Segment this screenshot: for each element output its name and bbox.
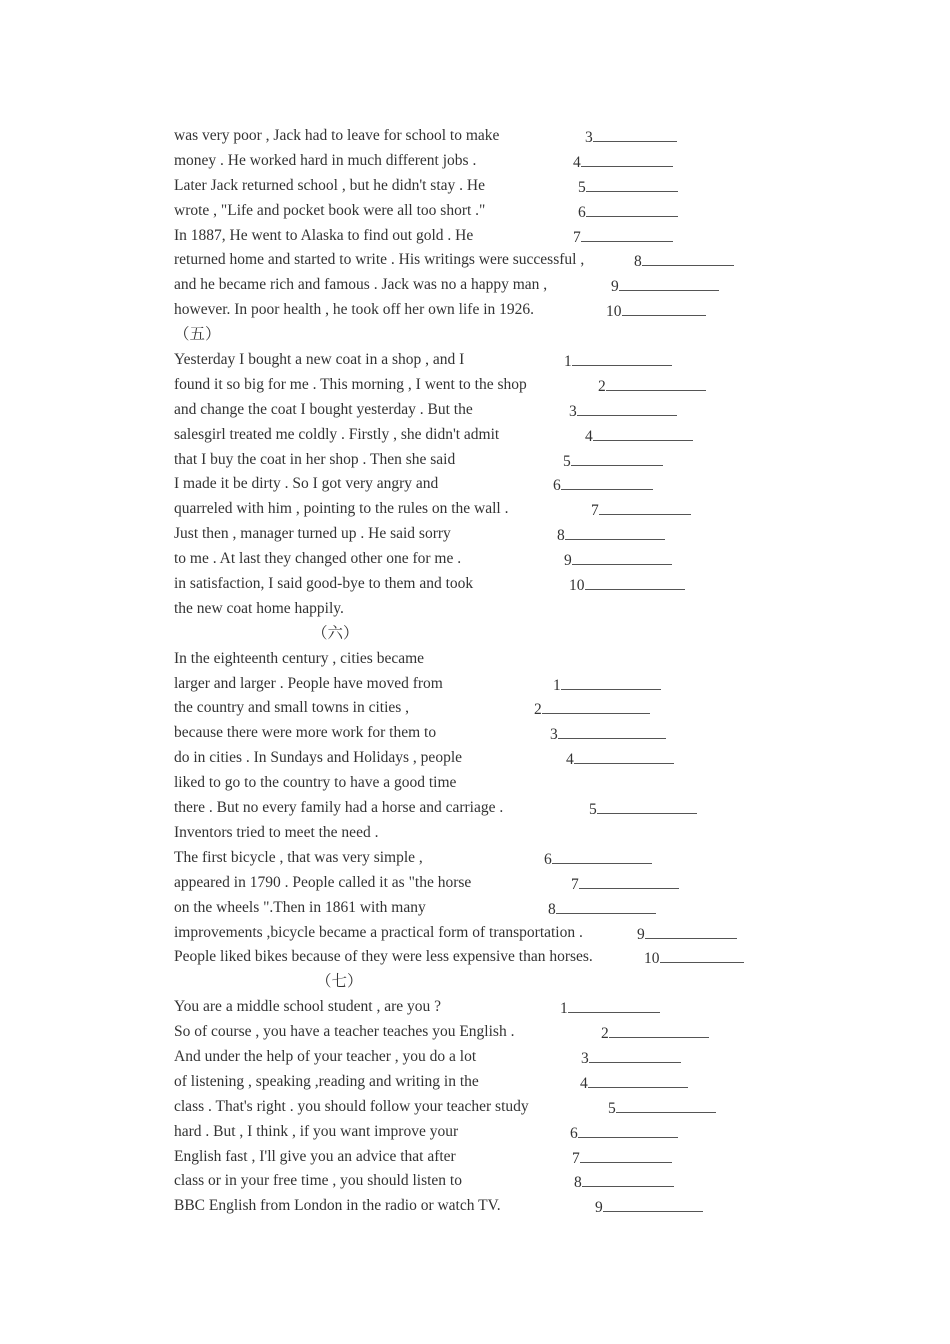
- answer-blank[interactable]: 8: [548, 896, 656, 923]
- text-line: that I buy the coat in her shop . Then she said 5: [174, 448, 824, 473]
- answer-blank[interactable]: 2: [601, 1020, 709, 1047]
- answer-blank[interactable]: 3: [569, 398, 677, 425]
- section-6: [174, 622, 824, 970]
- answer-blank[interactable]: 2: [534, 696, 650, 723]
- text-line: on the wheels ".Then in 1861 with many 8: [174, 896, 824, 921]
- answer-blank[interactable]: 10: [569, 572, 685, 599]
- text-line: hard . But , I think , if you want improve your 6: [174, 1120, 824, 1145]
- text-line: Later Jack returned school , but he didn't stay . He 5: [174, 174, 824, 199]
- answer-blank[interactable]: 8: [557, 522, 665, 549]
- text-line: Yesterday I bought a new coat in a shop , and I 1: [174, 348, 824, 373]
- text-line: BBC English from London in the radio or watch TV. 9: [174, 1194, 824, 1219]
- text-line: and change the coat I bought yesterday . But the 3: [174, 398, 824, 423]
- answer-blank[interactable]: 1: [564, 348, 672, 375]
- text-line: The first bicycle , that was very simple , 6: [174, 846, 824, 871]
- text-line: In the eighteenth century , cities became: [174, 649, 425, 667]
- answer-blank[interactable]: 7: [573, 224, 673, 251]
- text-line: In 1887, He went to Alaska to find out gold . He 7: [174, 224, 824, 249]
- text-line: returned home and started to write . His writings were successful , 8: [174, 248, 824, 273]
- text-line: do in cities . In Sundays and Holidays , people 4: [174, 746, 824, 771]
- answer-blank[interactable]: 4: [580, 1070, 688, 1097]
- text-line: however. In poor health , he took off her own life in 1926. 10: [174, 298, 824, 323]
- answer-blank[interactable]: 7: [572, 1145, 672, 1172]
- answer-blank[interactable]: 8: [574, 1169, 674, 1196]
- answer-blank[interactable]: 10: [644, 945, 744, 972]
- answer-blank[interactable]: 7: [571, 871, 679, 898]
- answer-blank[interactable]: 1: [553, 672, 661, 699]
- answer-blank[interactable]: 5: [578, 174, 678, 201]
- answer-blank[interactable]: 8: [634, 248, 734, 275]
- answer-blank[interactable]: 1: [560, 995, 660, 1022]
- text-line: larger and larger . People have moved from 1: [174, 672, 824, 697]
- section-heading: （五）: [174, 326, 221, 344]
- text-line: Just then , manager turned up . He said sorry 8: [174, 522, 824, 547]
- text-line: liked to go to the country to have a good time: [174, 774, 457, 792]
- text-line: and he became rich and famous . Jack was no a happy man , 9: [174, 273, 824, 298]
- text-line: found it so big for me . This morning , I went to the shop 2: [174, 373, 824, 398]
- text-line: class . That's right . you should follow your teacher study 5: [174, 1095, 824, 1120]
- text-line: to me . At last they changed other one for me . 9: [174, 547, 824, 572]
- section-heading: （六）: [312, 624, 359, 642]
- answer-blank[interactable]: 9: [611, 273, 719, 300]
- text-line: English fast , I'll give you an advice that after 7: [174, 1145, 824, 1170]
- section-heading: （七）: [316, 973, 363, 991]
- answer-blank[interactable]: 3: [585, 124, 677, 151]
- section-5: [174, 323, 824, 622]
- text-line: class or in your free time , you should listen to 8: [174, 1169, 824, 1194]
- answer-blank[interactable]: 6: [578, 199, 678, 226]
- answer-blank[interactable]: 9: [564, 547, 672, 574]
- text-line: was very poor , Jack had to leave for school to make 3: [174, 124, 824, 149]
- text-line: the country and small towns in cities , 2: [174, 696, 824, 721]
- section-7: [174, 970, 824, 1219]
- text-line: appeared in 1790 . People called it as "the horse 7: [174, 871, 824, 896]
- text-line: So of course , you have a teacher teaches you English . 2: [174, 1020, 824, 1045]
- text-line: money . He worked hard in much different jobs . 4: [174, 149, 824, 174]
- answer-blank[interactable]: 3: [581, 1045, 681, 1072]
- text-line: improvements ,bicycle became a practical form of transportation . 9: [174, 921, 824, 946]
- answer-blank[interactable]: 6: [553, 472, 653, 499]
- text-line: salesgirl treated me coldly . Firstly , she didn't admit 4: [174, 423, 824, 448]
- text-line: Inventors tried to meet the need .: [174, 823, 379, 841]
- text-line: of listening , speaking ,reading and writing in the 4: [174, 1070, 824, 1095]
- exercise-page: [174, 124, 824, 1219]
- answer-blank[interactable]: 10: [606, 298, 706, 325]
- answer-blank[interactable]: 5: [563, 448, 663, 475]
- text-line: quarreled with him , pointing to the rules on the wall . 7: [174, 497, 824, 522]
- text-line: in satisfaction, I said good-bye to them and took 10: [174, 572, 824, 597]
- answer-blank[interactable]: 2: [598, 373, 706, 400]
- answer-blank[interactable]: 9: [637, 921, 737, 948]
- text-line: People liked bikes because of they were less expensive than horses. 10: [174, 945, 824, 970]
- text-line: You are a middle school student , are you ? 1: [174, 995, 824, 1020]
- answer-blank[interactable]: 5: [589, 796, 697, 823]
- text-line: And under the help of your teacher , you do a lot 3: [174, 1045, 824, 1070]
- text-line: I made it be dirty . So I got very angry and 6: [174, 472, 824, 497]
- text-line: the new coat home happily.: [174, 599, 344, 617]
- text-line: because there were more work for them to 3: [174, 721, 824, 746]
- answer-blank[interactable]: 4: [585, 423, 693, 450]
- text-line: wrote , "Life and pocket book were all too short ." 6: [174, 199, 824, 224]
- answer-blank[interactable]: 7: [591, 497, 691, 524]
- section-4-tail: [174, 124, 824, 323]
- answer-blank[interactable]: 4: [566, 746, 674, 773]
- answer-blank[interactable]: 6: [544, 846, 652, 873]
- answer-blank[interactable]: 5: [608, 1095, 716, 1122]
- text-line: there . But no every family had a horse and carriage . 5: [174, 796, 824, 821]
- answer-blank[interactable]: 6: [570, 1120, 678, 1147]
- answer-blank[interactable]: 9: [595, 1194, 703, 1221]
- answer-blank[interactable]: 3: [550, 721, 666, 748]
- answer-blank[interactable]: 4: [573, 149, 673, 176]
